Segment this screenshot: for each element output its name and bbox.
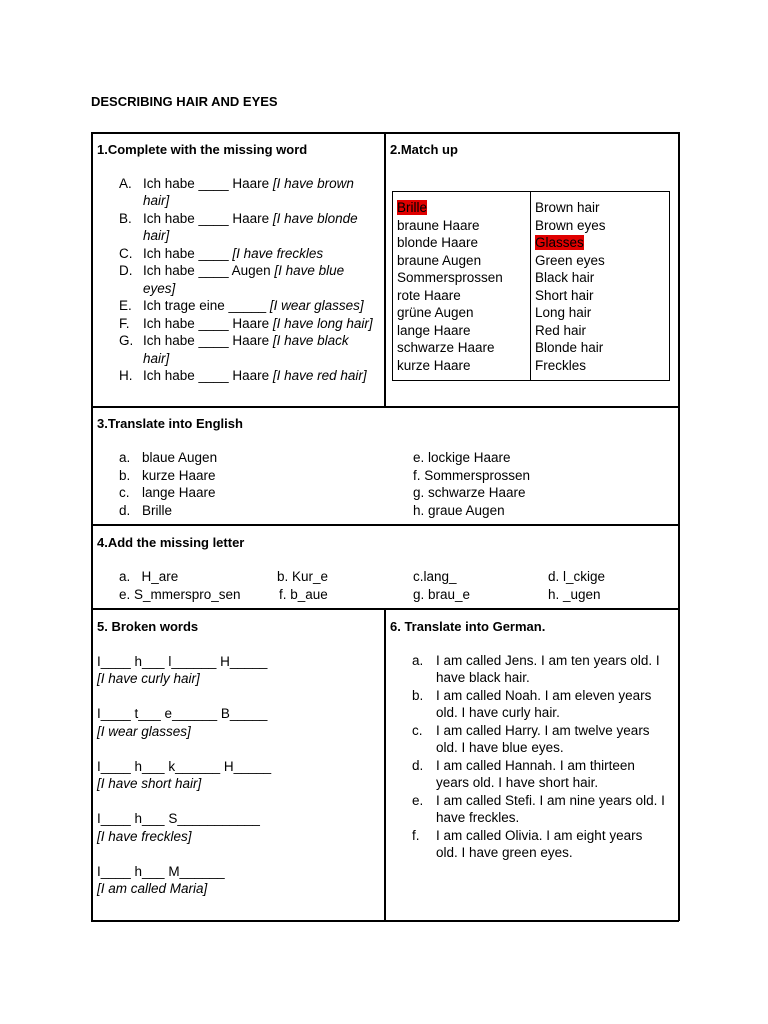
word-text: Freckles bbox=[535, 357, 587, 373]
broken-word-item bbox=[97, 863, 379, 898]
german-word bbox=[397, 357, 526, 375]
item-marker: a. bbox=[119, 450, 131, 465]
item-text-line1: I am called Noah. I am eleven years bbox=[436, 687, 652, 703]
translate-item bbox=[119, 449, 369, 467]
item-text bbox=[143, 297, 379, 315]
item-text bbox=[436, 652, 675, 687]
item-text-line2: have black hair. bbox=[436, 670, 530, 685]
item-text bbox=[143, 332, 379, 367]
word-text: Brown eyes bbox=[535, 217, 606, 233]
complete-item bbox=[119, 245, 379, 263]
section-match-up bbox=[390, 141, 672, 175]
item-hint: [I have black bbox=[272, 333, 349, 348]
section-translate-english bbox=[97, 415, 672, 449]
item-german: Ich trage eine _____ bbox=[143, 298, 270, 313]
word-text: Brown hair bbox=[535, 200, 600, 215]
german-translate-item bbox=[412, 652, 675, 687]
section-translate-german bbox=[390, 618, 675, 862]
item-hint-continued: hair] bbox=[143, 350, 170, 366]
german-word bbox=[397, 234, 526, 252]
missing-letter-row bbox=[119, 586, 679, 604]
item-text-line2: old. I have blue eyes. bbox=[436, 740, 564, 755]
item-text-line2: years old. I have short hair. bbox=[436, 775, 599, 790]
item-marker: D. bbox=[119, 263, 133, 278]
german-word bbox=[397, 252, 526, 270]
item-hint-continued: hair] bbox=[143, 228, 170, 243]
translate-item bbox=[119, 467, 369, 485]
english-word bbox=[535, 357, 665, 375]
item-german: Ich habe ____ Haare bbox=[143, 368, 273, 383]
word-text: blonde Haare bbox=[397, 235, 479, 250]
german-translate-item bbox=[412, 827, 675, 862]
german-word bbox=[397, 322, 526, 340]
missing-letter-item: d. l_ckige bbox=[548, 569, 606, 584]
page-title: DESCRIBING HAIR AND EYES bbox=[91, 94, 278, 109]
item-text bbox=[143, 262, 379, 297]
item-marker: F. bbox=[119, 315, 130, 331]
section-broken-words bbox=[97, 618, 379, 915]
match-table bbox=[392, 191, 670, 381]
item-text-line1: I am called Jens. I am ten years old. I bbox=[436, 652, 660, 668]
item-hint: [I have red hair] bbox=[272, 368, 367, 383]
section6-heading: 6. Translate into German. bbox=[390, 619, 546, 634]
word-text: grüne Augen bbox=[397, 305, 474, 320]
word-text: Red hair bbox=[535, 322, 587, 338]
word-text: braune Haare bbox=[397, 217, 480, 233]
german-translate-item bbox=[412, 757, 675, 792]
item-marker: d. bbox=[119, 502, 131, 518]
word-text: schwarze Haare bbox=[397, 340, 495, 355]
word-text: lange Haare bbox=[397, 322, 471, 338]
grid-divider-col-bottom bbox=[384, 608, 386, 921]
item-text bbox=[436, 792, 675, 827]
broken-word-pattern: I____ h___ S___________ bbox=[97, 811, 260, 826]
complete-item bbox=[119, 175, 379, 210]
section3-heading: 3.Translate into English bbox=[97, 416, 243, 431]
item-text-line1: I am called Stefi. I am nine years old. I bbox=[436, 792, 665, 808]
item-german: Ich habe ____ Augen bbox=[143, 263, 275, 278]
item-hint: [I have brown bbox=[272, 175, 354, 191]
item-hint: [I have blue bbox=[274, 263, 345, 278]
item-text bbox=[436, 722, 675, 757]
section1-list bbox=[97, 175, 379, 385]
word-text: Short hair bbox=[535, 287, 594, 303]
section4-grid bbox=[119, 568, 679, 603]
missing-letter-item: h. _ugen bbox=[548, 586, 601, 602]
english-word bbox=[535, 252, 665, 270]
broken-word-pattern: I____ h___ k______ H_____ bbox=[97, 758, 272, 774]
english-word bbox=[535, 322, 665, 340]
broken-word-pattern: I____ h___ M______ bbox=[97, 863, 225, 879]
german-word bbox=[397, 217, 526, 235]
german-word bbox=[397, 199, 526, 217]
section-complete-missing-word bbox=[97, 141, 379, 385]
item-marker: A. bbox=[119, 175, 132, 191]
complete-item bbox=[119, 315, 379, 333]
complete-item bbox=[119, 332, 379, 367]
item-hint-continued: hair] bbox=[143, 193, 170, 208]
word-text: Long hair bbox=[535, 305, 592, 320]
broken-word-hint: [I have short hair] bbox=[97, 776, 202, 791]
item-text: Brille bbox=[142, 502, 173, 518]
english-word bbox=[535, 287, 665, 305]
word-text: Glasses bbox=[535, 235, 584, 250]
item-text-line2: old. I have curly hair. bbox=[436, 705, 560, 720]
broken-word-item bbox=[97, 810, 379, 845]
english-word bbox=[535, 304, 665, 322]
item-hint: [I have blonde bbox=[272, 210, 358, 226]
item-marker: B. bbox=[119, 210, 132, 226]
item-marker: c. bbox=[119, 485, 130, 500]
broken-word-item bbox=[97, 705, 379, 740]
german-translate-item bbox=[412, 687, 675, 722]
english-word bbox=[535, 199, 665, 217]
item-text: kurze Haare bbox=[142, 467, 216, 483]
item-german: Ich habe ____ Haare bbox=[143, 315, 273, 331]
broken-word-hint: [I am called Maria] bbox=[97, 881, 208, 896]
item-hint: [I wear glasses] bbox=[269, 298, 364, 313]
item-text: lange Haare bbox=[142, 485, 216, 500]
word-text: Black hair bbox=[535, 270, 595, 285]
english-word bbox=[535, 234, 665, 252]
item-marker: G. bbox=[119, 333, 134, 348]
translate-item: h. graue Augen bbox=[413, 502, 505, 518]
item-marker: b. bbox=[412, 687, 424, 703]
german-translate-item bbox=[412, 792, 675, 827]
item-text-line2: have freckles. bbox=[436, 810, 520, 825]
missing-letter-item: f. b_aue bbox=[279, 586, 328, 602]
item-text bbox=[143, 315, 379, 333]
section2-heading: 2.Match up bbox=[390, 142, 458, 157]
section1-heading: 1.Complete with the missing word bbox=[97, 142, 308, 157]
match-table-english-column bbox=[531, 192, 669, 380]
item-german: Ich habe ____ Haare bbox=[143, 210, 273, 226]
item-text bbox=[143, 210, 379, 245]
section5-heading: 5. Broken words bbox=[97, 619, 199, 634]
item-text-line2: old. I have green eyes. bbox=[436, 845, 573, 860]
complete-item bbox=[119, 210, 379, 245]
complete-item bbox=[119, 367, 379, 385]
grid-border-right bbox=[678, 132, 680, 921]
item-marker: c. bbox=[412, 722, 423, 738]
item-text bbox=[436, 687, 675, 722]
item-text bbox=[436, 827, 675, 862]
word-text: kurze Haare bbox=[397, 357, 471, 373]
german-word bbox=[397, 269, 526, 287]
missing-letter-row bbox=[119, 568, 679, 586]
item-text bbox=[143, 245, 379, 263]
item-hint: [I have freckles bbox=[232, 245, 324, 261]
item-marker: a. bbox=[412, 652, 424, 668]
word-text: Green eyes bbox=[535, 252, 605, 268]
word-text: braune Augen bbox=[397, 252, 482, 268]
broken-word-pattern: I____ h___ l______ H_____ bbox=[97, 653, 268, 669]
english-word bbox=[535, 339, 665, 357]
item-text-line1: I am called Olivia. I am eight years bbox=[436, 827, 643, 843]
missing-letter-item: e. S_mmerspro_sen bbox=[119, 586, 241, 602]
complete-item bbox=[119, 262, 379, 297]
item-marker: d. bbox=[412, 757, 424, 773]
word-text: Blonde hair bbox=[535, 340, 604, 355]
section5-list bbox=[97, 653, 379, 898]
section3-left-list bbox=[119, 449, 369, 519]
section4-heading: 4.Add the missing letter bbox=[97, 535, 245, 550]
broken-word-hint: [I have curly hair] bbox=[97, 671, 200, 686]
word-text: Sommersprossen bbox=[397, 270, 503, 285]
broken-word-hint: [I wear glasses] bbox=[97, 723, 191, 739]
translate-item bbox=[119, 484, 369, 502]
german-word bbox=[397, 287, 526, 305]
missing-letter-item: a. H_are bbox=[119, 569, 179, 584]
complete-item bbox=[119, 297, 379, 315]
item-marker: E. bbox=[119, 298, 132, 313]
item-hint: [I have long hair] bbox=[272, 315, 373, 331]
broken-word-hint: [I have freckles] bbox=[97, 828, 192, 844]
item-text-line1: I am called Harry. I am twelve years bbox=[436, 722, 650, 738]
item-marker: H. bbox=[119, 368, 133, 383]
item-text bbox=[436, 757, 675, 792]
section-missing-letter bbox=[97, 534, 672, 568]
english-word bbox=[535, 217, 665, 235]
item-german: Ich habe ____ Haare bbox=[143, 175, 273, 191]
item-text bbox=[143, 367, 379, 385]
item-text-line1: I am called Hannah. I am thirteen bbox=[436, 757, 635, 773]
broken-word-pattern: I____ t___ e______ B_____ bbox=[97, 706, 268, 721]
missing-letter-item: g. brau_e bbox=[413, 586, 471, 602]
german-word bbox=[397, 339, 526, 357]
word-text: rote Haare bbox=[397, 287, 461, 303]
translate-item: e. lockige Haare bbox=[413, 450, 511, 465]
missing-letter-item: c.lang_ bbox=[413, 569, 457, 584]
item-text: blaue Augen bbox=[142, 450, 218, 465]
german-translate-item bbox=[412, 722, 675, 757]
item-hint-continued: eyes] bbox=[143, 280, 176, 296]
translate-item: f. Sommersprossen bbox=[413, 467, 531, 483]
item-marker: b. bbox=[119, 467, 131, 483]
german-word bbox=[397, 304, 526, 322]
missing-letter-item: b. Kur_e bbox=[277, 569, 329, 584]
english-word bbox=[535, 269, 665, 287]
item-marker: C. bbox=[119, 245, 133, 261]
item-marker: f. bbox=[412, 827, 420, 843]
word-text: Brille bbox=[397, 200, 428, 215]
broken-word-item bbox=[97, 758, 379, 793]
translate-item: g. schwarze Haare bbox=[413, 485, 526, 500]
section6-list bbox=[390, 652, 675, 862]
broken-word-item bbox=[97, 653, 379, 688]
section3-right-list bbox=[413, 449, 663, 519]
translate-item bbox=[119, 502, 369, 520]
match-table-german-column bbox=[393, 192, 531, 380]
grid-border-left bbox=[91, 132, 93, 921]
grid-divider-col-top bbox=[384, 132, 386, 407]
grid-divider-row2 bbox=[91, 524, 679, 526]
item-german: Ich habe ____ bbox=[143, 245, 233, 261]
item-german: Ich habe ____ Haare bbox=[143, 333, 273, 348]
item-text bbox=[143, 175, 379, 210]
item-marker: e. bbox=[412, 792, 424, 808]
